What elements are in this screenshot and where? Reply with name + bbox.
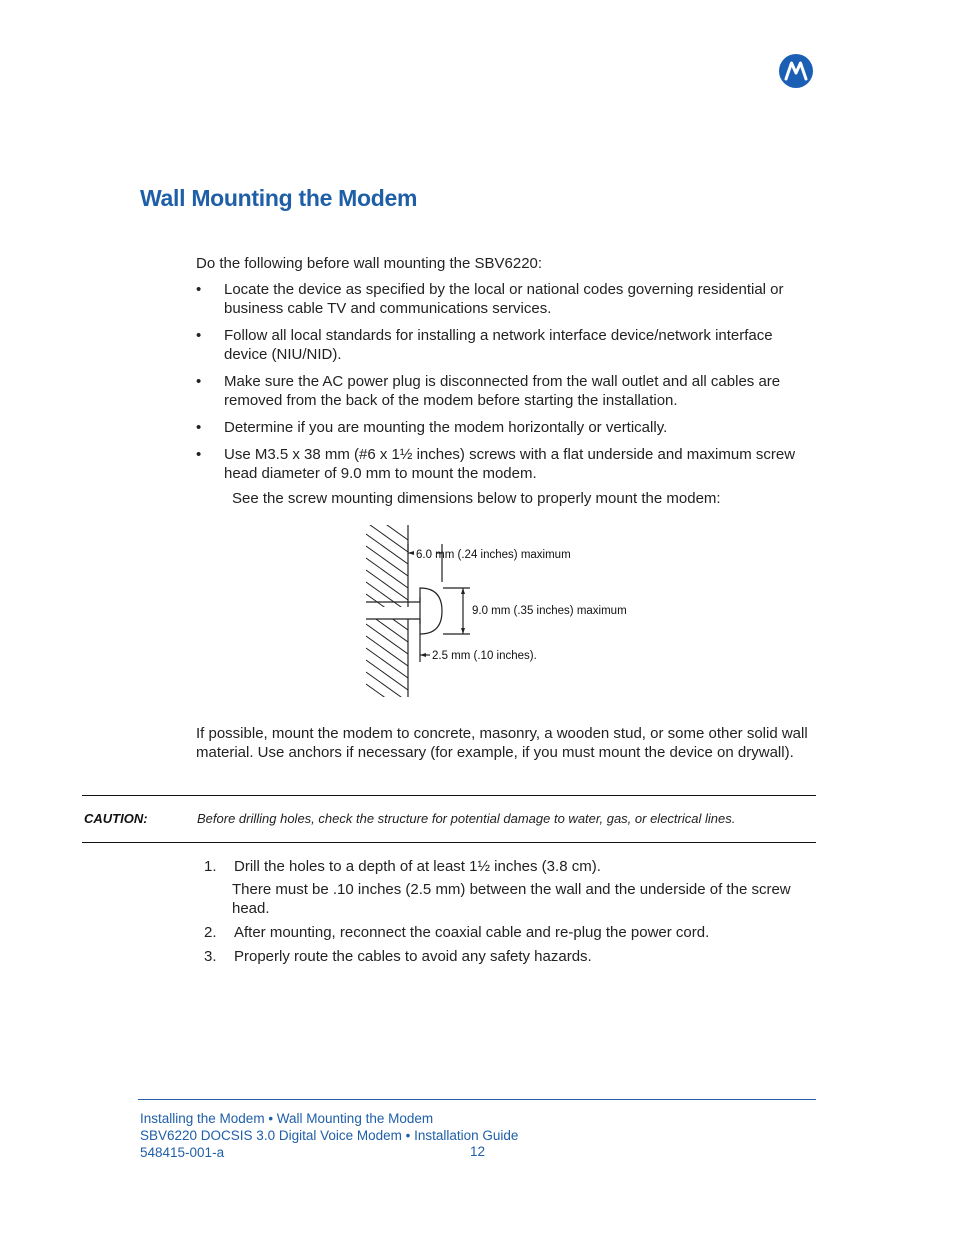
mounting-surface-paragraph: If possible, mount the modem to concrete, masonry, a wooden stud, or some other solid wall material. Use anchors if necessary (for example, if you must mount the device on drywall).: [196, 725, 808, 761]
step-number: 1.: [204, 858, 217, 875]
screw-head: [420, 588, 442, 634]
caution-text: Before drilling holes, check the structure for potential damage to water, gas, or electrical lines.: [197, 811, 736, 826]
footer-divider: [138, 1099, 816, 1100]
wall-hatching: [366, 600, 408, 702]
caution-divider-top: [82, 795, 816, 796]
step-number: 2.: [204, 924, 217, 941]
step-number: 3.: [204, 948, 217, 965]
list-item: • Follow all local standards for installing a network interface device/network interface device (NIU/NID).: [196, 326, 816, 364]
dimension-label-top: 6.0 mm (.24 inches) maximum: [416, 549, 571, 561]
step-item: [204, 857, 804, 876]
page-title: Wall Mounting the Modem: [140, 185, 418, 211]
motorola-logo-icon: [779, 54, 813, 88]
dimension-label-middle: 9.0 mm (.35 inches) maximum: [472, 605, 627, 617]
step-text: Properly route the cables to avoid any safety hazards.: [234, 948, 592, 965]
dimension-label-bottom: 2.5 mm (.10 inches).: [432, 650, 537, 662]
step-item: [204, 923, 804, 942]
footer-document-number: 548415-001-a: [140, 1145, 225, 1160]
caution-label: CAUTION:: [84, 811, 148, 826]
step-item: [204, 947, 804, 966]
list-item: • Use M3.5 x 38 mm (#6 x 1½ inches) screws with a flat underside and maximum screw head diameter of 9.0 mm to mount the modem.: [196, 445, 816, 483]
intro-text: Do the following before wall mounting the SBV6220:: [196, 255, 543, 272]
prerequisite-list: [196, 280, 816, 491]
diagram-intro-text: See the screw mounting dimensions below to properly mount the modem:: [232, 490, 721, 507]
procedure-steps: [204, 857, 804, 971]
step-note: There must be .10 inches (2.5 mm) between the wall and the underside of the screw head.: [232, 881, 791, 917]
footer-breadcrumb: Installing the Modem • Wall Mounting the Modem: [140, 1111, 434, 1126]
list-item: • Make sure the AC power plug is disconnected from the wall outlet and all cables are removed from the back of the modem before starting the installation.: [196, 372, 816, 410]
page-number: 12: [470, 1144, 486, 1159]
list-item: • Locate the device as specified by the local or national codes governing residential or business cable TV and communications services.: [196, 280, 816, 318]
caution-divider-bottom: [82, 842, 816, 843]
wall-hatching: [366, 522, 408, 624]
step-text: Drill the holes to a depth of at least 1½ inches (3.8 cm).: [234, 858, 601, 875]
screw-dimension-diagram: [360, 522, 660, 702]
step-text: After mounting, reconnect the coaxial cable and re-plug the power cord.: [234, 924, 710, 941]
footer-document-title: SBV6220 DOCSIS 3.0 Digital Voice Modem • Installation Guide: [140, 1128, 519, 1143]
list-item: • Determine if you are mounting the modem horizontally or vertically.: [196, 418, 816, 437]
